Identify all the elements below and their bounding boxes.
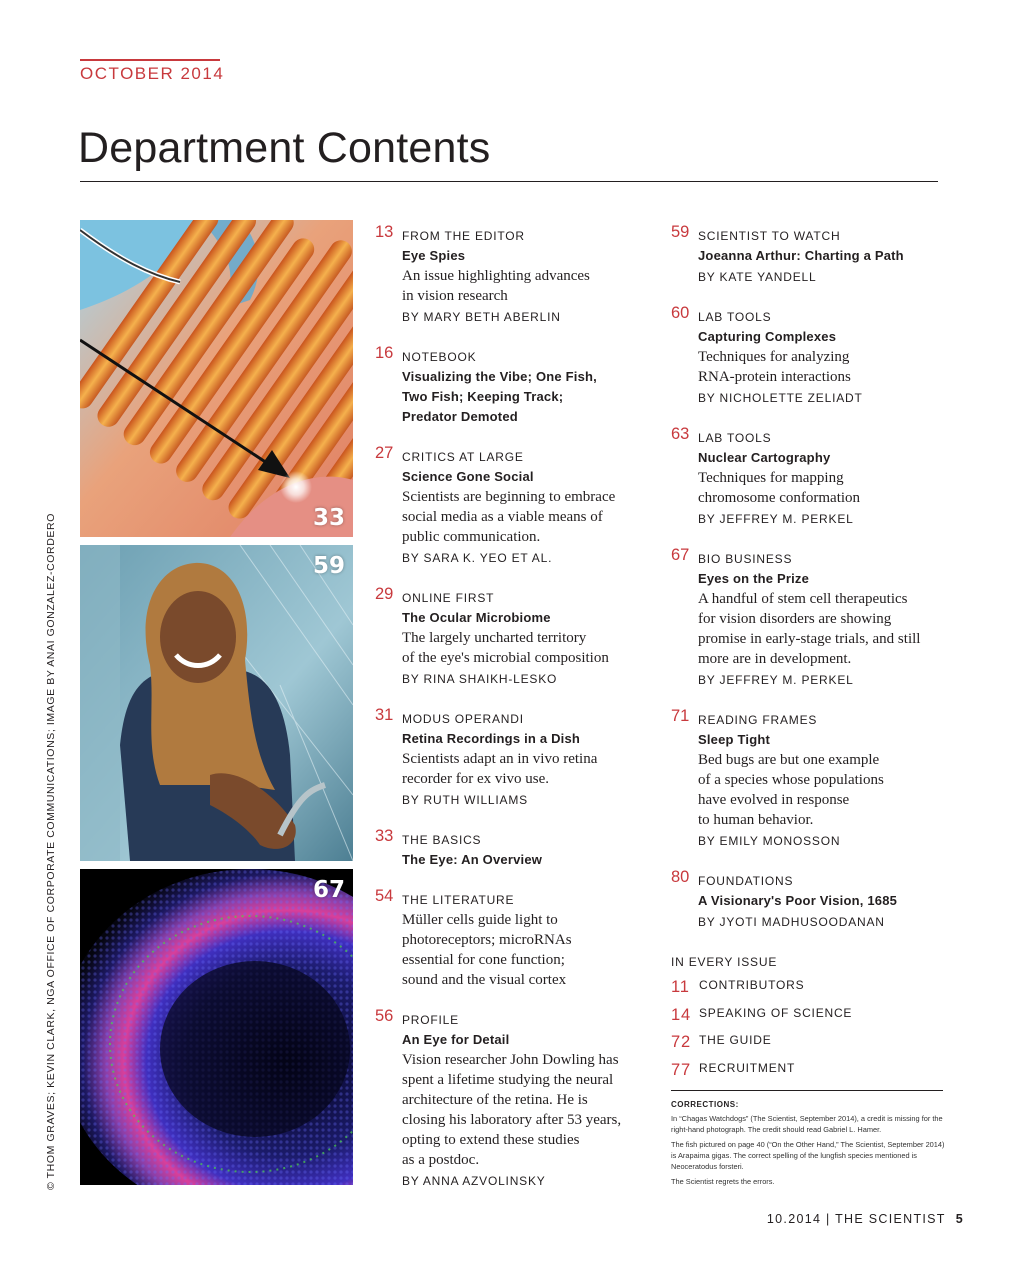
contents-entry[interactable] — [375, 706, 645, 810]
byline: BY JEFFREY M. PERKEL — [698, 673, 854, 687]
folio-page-number: 5 — [955, 1212, 964, 1226]
corrections-heading: CORRECTIONS: — [671, 1100, 739, 1109]
contents-entry[interactable] — [671, 707, 946, 851]
article-description: Techniques for analyzing RNA-protein interactions — [698, 349, 851, 385]
every-issue-item[interactable]: 14 SPEAKING OF SCIENCE — [671, 1000, 946, 1028]
correction-text: In “Chagas Watchdogs” (The Scientist, September 2014), a credit is missing for the right-hand photograph. The credit should read Gabriel L. Hamer. — [671, 1114, 943, 1134]
article-headline: Science Gone Social — [402, 469, 534, 484]
photo-credit: © THOM GRAVES; KEVIN CLARK, NGA OFFICE OF CORPORATE COMMUNICATIONS; IMAGE BY ANAI GONZALEZ-CORDERO — [45, 513, 57, 1190]
page-number: 33 — [375, 827, 394, 845]
byline: BY NICHOLETTE ZELIADT — [698, 391, 863, 405]
page-number: 13 — [375, 223, 394, 241]
page-number: 71 — [671, 707, 690, 725]
contents-entry[interactable] — [375, 585, 645, 689]
department-label: THE LITERATURE — [402, 893, 515, 907]
correction-text: The fish pictured on page 40 (“On the Other Hand,” The Scientist, September 2014) is Arapaima gigas. The correct spelling of the lungfish species mentioned is Neoceratodus forsteri. — [671, 1140, 945, 1171]
article-headline: Capturing Complexes — [698, 329, 837, 344]
department-label: MODUS OPERANDI — [402, 712, 524, 726]
page-number: 31 — [375, 706, 394, 724]
department-label: LAB TOOLS — [698, 431, 772, 445]
title-rule — [80, 181, 938, 182]
every-issue-item[interactable]: 72 THE GUIDE — [671, 1027, 946, 1055]
byline: BY ANNA AZVOLINSKY — [402, 1174, 546, 1188]
page-number: 14 — [671, 1005, 691, 1024]
photo-page-number: 33 — [312, 505, 345, 531]
article-description: A handful of stem cell therapeutics for vision disorders are showing promise in early-stage trials, and still more are in development. — [698, 591, 921, 667]
byline: BY KATE YANDELL — [698, 270, 817, 284]
contents-column-right — [671, 223, 946, 1187]
article-headline: Eyes on the Prize — [698, 571, 810, 586]
article-description: Vision researcher John Dowling has spent a lifetime studying the neural architecture of the retina. He is closing his laboratory after 53 years, opting to extend these studies as a postdoc. — [402, 1052, 622, 1168]
contents-entry[interactable] — [671, 546, 946, 690]
photo-portrait — [80, 545, 353, 861]
page-number: 11 — [671, 978, 690, 996]
contents-entry[interactable] — [671, 304, 946, 408]
contents-entry[interactable] — [671, 223, 946, 287]
every-issue-section — [671, 952, 946, 1082]
contents-entry[interactable] — [375, 827, 645, 870]
article-description: Müller cells guide light to photoreceptors; microRNAs essential for cone function; sound and the visual cortex — [402, 912, 572, 988]
contents-entry[interactable] — [375, 344, 645, 427]
article-description: An issue highlighting advances in vision research — [402, 268, 590, 304]
article-description: The largely uncharted territory of the eye's microbial composition — [402, 630, 609, 666]
photo-page-number: 59 — [312, 553, 345, 579]
corrections-rule — [671, 1090, 943, 1091]
correction-text: The Scientist regrets the errors. — [671, 1177, 775, 1186]
contents-entry[interactable] — [671, 868, 946, 932]
contents-entry[interactable] — [671, 425, 946, 529]
article-headline: Visualizing the Vibe; One Fish, Two Fish; Keeping Track; Predator Demoted — [402, 369, 597, 424]
byline: BY MARY BETH ABERLIN — [402, 310, 561, 324]
department-label: LAB TOOLS — [698, 310, 772, 324]
department-label: CRITICS AT LARGE — [402, 450, 524, 464]
page-number: 63 — [671, 425, 690, 443]
department-label: READING FRAMES — [698, 713, 818, 727]
department-label: SCIENTIST TO WATCH — [698, 229, 841, 243]
article-headline: The Ocular Microbiome — [402, 610, 551, 625]
department-label: NOTEBOOK — [402, 350, 477, 364]
issue-date: OCTOBER 2014 — [80, 64, 225, 83]
page-number: 16 — [375, 344, 394, 362]
page-number: 27 — [375, 444, 394, 462]
byline: BY EMILY MONOSSON — [698, 834, 841, 848]
article-headline: Joeanna Arthur: Charting a Path — [698, 248, 904, 263]
page-number: 59 — [671, 223, 690, 241]
page-number: 60 — [671, 304, 690, 322]
contents-entry[interactable] — [375, 887, 645, 990]
page-number: 29 — [375, 585, 394, 603]
page-number: 72 — [671, 1033, 691, 1051]
article-headline: An Eye for Detail — [402, 1032, 510, 1047]
photo-retina-microscopy — [80, 869, 353, 1185]
contents-entry[interactable] — [375, 1007, 645, 1191]
article-headline: The Eye: An Overview — [402, 852, 543, 867]
department-label: ONLINE FIRST — [402, 591, 495, 605]
corrections-box — [671, 1090, 946, 1187]
article-headline: Nuclear Cartography — [698, 450, 831, 465]
article-headline: Eye Spies — [402, 248, 466, 263]
article-description: Bed bugs are but one example of a species whose populations have evolved in response to human behavior. — [698, 752, 884, 828]
page-footer — [767, 1212, 964, 1226]
footer-issue: 10.2014 | THE SCIENTIST — [766, 1212, 946, 1226]
article-headline: A Visionary's Poor Vision, 1685 — [698, 893, 898, 908]
article-headline: Retina Recordings in a Dish — [402, 731, 581, 746]
every-issue-title: IN EVERY ISSUE — [671, 955, 778, 969]
contents-entry[interactable] — [375, 444, 645, 568]
contents-entry[interactable] — [375, 223, 645, 327]
byline: BY JYOTI MADHUSOODANAN — [698, 915, 885, 929]
department-label: FROM THE EDITOR — [402, 229, 525, 243]
article-headline: Sleep Tight — [698, 732, 771, 747]
byline: BY JEFFREY M. PERKEL — [698, 512, 854, 526]
every-issue-item[interactable]: 77 RECRUITMENT — [671, 1055, 946, 1083]
page-number: 56 — [375, 1007, 394, 1025]
contents-column-middle — [375, 223, 645, 1211]
department-label: FOUNDATIONS — [698, 874, 794, 888]
photo-page-number: 67 — [312, 877, 345, 903]
page-number: 77 — [671, 1060, 691, 1079]
photo-eye-illustration — [80, 220, 353, 537]
byline: BY RINA SHAIKH-LESKO — [402, 672, 558, 686]
header-accent-rule — [80, 59, 220, 61]
page-title: Department Contents — [78, 124, 491, 172]
department-label: PROFILE — [402, 1013, 459, 1027]
department-label: THE BASICS — [402, 833, 482, 847]
page-number: 80 — [671, 868, 690, 886]
page-number: 54 — [375, 887, 394, 905]
article-description: Scientists adapt an in vivo retina recorder for ex vivo use. — [402, 751, 598, 787]
article-description: Scientists are beginning to embrace social media as a viable means of public communication. — [402, 489, 616, 545]
byline: BY SARA K. YEO ET AL. — [402, 551, 553, 565]
article-description: Techniques for mapping chromosome conformation — [698, 470, 861, 506]
every-issue-item[interactable]: 11 CONTRIBUTORS — [671, 972, 946, 1000]
department-label: BIO BUSINESS — [698, 552, 793, 566]
byline: BY RUTH WILLIAMS — [402, 793, 528, 807]
page-number: 67 — [671, 546, 690, 564]
